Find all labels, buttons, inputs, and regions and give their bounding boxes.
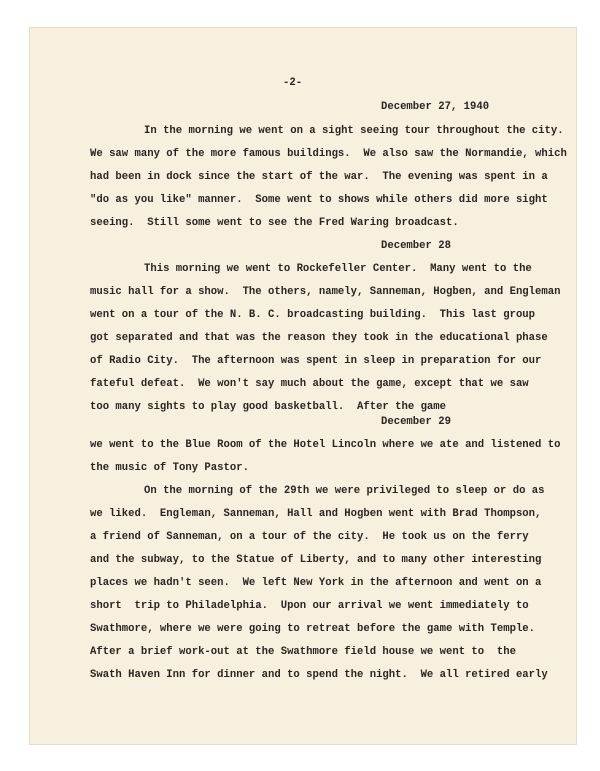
text-line: had been in dock since the start of the war. The evening was spent in a	[90, 171, 548, 183]
text-line: short trip to Philadelphia. Upon our arrival we went immediately to	[90, 600, 529, 612]
text-line: After a brief work-out at the Swathmore field house we went to the	[90, 646, 516, 658]
text-line: music hall for a show. The others, namely, Sanneman, Hogben, and Engleman	[90, 286, 561, 298]
text-line: we liked. Engleman, Sanneman, Hall and Hogben went with Brad Thompson,	[90, 508, 542, 520]
date-heading: December 28	[381, 240, 451, 252]
text-line: We saw many of the more famous buildings. We also saw the Normandie, which	[90, 148, 567, 160]
text-line: the music of Tony Pastor.	[90, 462, 249, 474]
date-heading: December 27, 1940	[381, 101, 490, 113]
text-line: a friend of Sanneman, on a tour of the city. He took us on the ferry	[90, 531, 529, 543]
page-number: -2-	[283, 77, 303, 89]
text-line: "do as you like" manner. Some went to shows while others did more sight	[90, 194, 548, 206]
text-line: we went to the Blue Room of the Hotel Lincoln where we ate and listened to	[90, 439, 561, 451]
text-line: In the morning we went on a sight seeing tour throughout the city.	[144, 125, 564, 137]
text-line: got separated and that was the reason they took in the educational phase	[90, 332, 548, 344]
text-line: seeing. Still some went to see the Fred Waring broadcast.	[90, 217, 459, 229]
text-line: fateful defeat. We won't say much about the game, except that we saw	[90, 378, 529, 390]
text-line: Swathmore, where we were going to retreat before the game with Temple.	[90, 623, 536, 635]
text-line: On the morning of the 29th we were privileged to sleep or do as	[144, 485, 545, 497]
text-line: places we hadn't seen. We left New York in the afternoon and went on a	[90, 577, 542, 589]
text-line: and the subway, to the Statue of Liberty, and to many other interesting	[90, 554, 542, 566]
text-line: too many sights to play good basketball. After the game	[90, 401, 447, 413]
text-line: Swath Haven Inn for dinner and to spend the night. We all retired early	[90, 669, 548, 681]
date-heading: December 29	[381, 416, 451, 428]
text-line: This morning we went to Rockefeller Center. Many went to the	[144, 263, 532, 275]
text-line: of Radio City. The afternoon was spent in sleep in preparation for our	[90, 355, 542, 367]
text-line: went on a tour of the N. B. C. broadcasting building. This last group	[90, 309, 536, 321]
